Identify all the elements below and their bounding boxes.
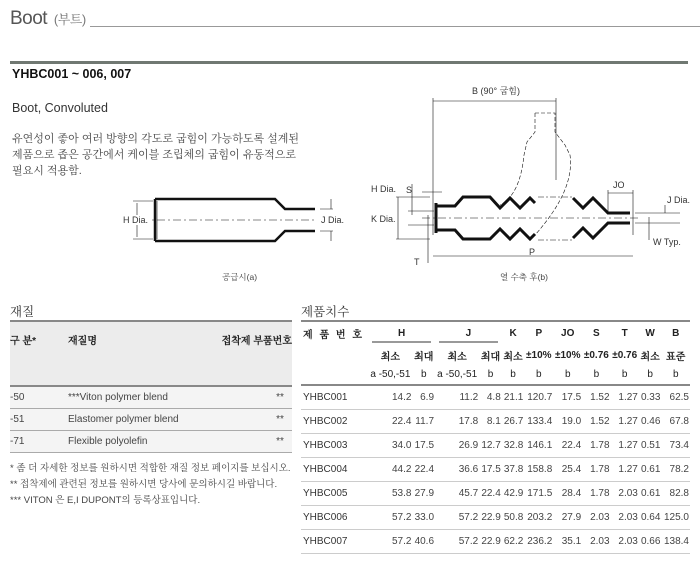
dimensions-row <box>301 433 690 457</box>
material-code: -51 <box>10 408 68 430</box>
diagram-b-j-label: J Dia. <box>667 195 690 205</box>
header-state: b <box>412 365 435 385</box>
dimension-value: 8.1 <box>479 409 502 433</box>
part-number: YHBC007 <box>301 529 368 553</box>
dimension-value: 57.2 <box>368 505 412 529</box>
header-t: T <box>621 328 628 339</box>
dimension-value: 0.51 <box>639 433 662 457</box>
dimension-value: 50.8 <box>502 505 525 529</box>
material-name: Flexible polyolefin <box>68 430 208 452</box>
dimension-value: 2.03 <box>611 505 639 529</box>
header-sub: 최대 <box>414 351 434 363</box>
dimension-value: 37.8 <box>502 457 525 481</box>
title-divider <box>90 26 700 27</box>
material-code: -50 <box>10 386 68 408</box>
dimension-value: 158.8 <box>524 457 553 481</box>
header-sub: 최대 <box>480 351 501 363</box>
dimension-value: 1.78 <box>582 481 610 505</box>
diagram-b-w-label: W Typ. <box>653 237 681 247</box>
diagram-b-p-label: P <box>529 247 536 257</box>
dimension-value: 35.1 <box>553 529 582 553</box>
header-b: B <box>672 328 680 339</box>
diagram-a-caption: 공급시(a) <box>222 272 258 282</box>
dimension-value: 40.6 <box>412 529 435 553</box>
dimension-value: 22.4 <box>368 409 412 433</box>
dimension-value: 146.1 <box>524 433 553 457</box>
dimension-value: 67.8 <box>661 409 690 433</box>
dimension-value: 17.5 <box>553 385 582 409</box>
dimension-value: 0.46 <box>639 409 662 433</box>
diagram-b-jo-label: JO <box>613 180 625 190</box>
material-adhesive: ** <box>208 386 292 408</box>
dimensions-header-row-3 <box>301 365 690 385</box>
dimension-value: 22.9 <box>479 529 502 553</box>
product-model: YHBC001 ~ 006, 007 <box>12 67 132 81</box>
dimension-value: 133.4 <box>524 409 553 433</box>
dimension-value: 32.8 <box>502 433 525 457</box>
dimension-value: 27.9 <box>412 481 435 505</box>
dimensions-header-row-2 <box>301 345 690 365</box>
dimension-value: 44.2 <box>368 457 412 481</box>
dimension-value: 22.9 <box>479 505 502 529</box>
header-s: S <box>593 328 600 339</box>
materials-notes <box>10 461 291 509</box>
dimensions-row <box>301 505 690 529</box>
diagram-b-caption: 열 수축 후(b) <box>500 272 548 282</box>
dimension-value: 17.8 <box>435 409 479 433</box>
header-k: K <box>509 328 517 339</box>
dimensions-row <box>301 457 690 481</box>
dimensions-row <box>301 385 690 409</box>
dimension-value: 73.4 <box>661 433 690 457</box>
materials-title: 재질 <box>10 305 35 319</box>
diagram-a-h-label: H Dia. <box>123 215 149 225</box>
materials-row <box>10 386 292 408</box>
header-state: b <box>639 365 662 385</box>
header-state: b <box>582 365 610 385</box>
header-blank <box>301 365 368 385</box>
dimension-value: 0.61 <box>639 481 662 505</box>
product-name: Boot, Convoluted <box>12 101 108 115</box>
part-number: YHBC004 <box>301 457 368 481</box>
diagram-b-s-label: S <box>406 185 413 195</box>
header-jo: JO <box>561 328 575 339</box>
part-number: YHBC005 <box>301 481 368 505</box>
dimension-value: 2.03 <box>582 505 610 529</box>
dimension-value: 17.5 <box>479 457 502 481</box>
dimension-value: 120.7 <box>524 385 553 409</box>
dimension-value: 17.5 <box>412 433 435 457</box>
dimension-value: 27.9 <box>553 505 582 529</box>
dimension-value: 203.2 <box>524 505 553 529</box>
header-sub: 최소 <box>380 351 401 363</box>
dimension-value: 138.4 <box>661 529 690 553</box>
diagram-b-h-label: H Dia. <box>371 184 397 194</box>
header-sub: ±0.76 <box>612 349 638 361</box>
part-number: YHBC002 <box>301 409 368 433</box>
dimension-value: 33.0 <box>412 505 435 529</box>
dimension-value: 0.64 <box>639 505 662 529</box>
note-3: *** VITON 은 E,I DUPONT의 등록상표입니다. <box>10 495 201 506</box>
part-number: YHBC001 <box>301 385 368 409</box>
dimension-value: 62.2 <box>502 529 525 553</box>
dimension-value: 1.78 <box>582 457 610 481</box>
diagram-b-k-label: K Dia. <box>371 214 396 224</box>
header-state: b <box>611 365 639 385</box>
dimension-value: 1.52 <box>582 385 610 409</box>
dimension-value: 19.0 <box>553 409 582 433</box>
dimension-value: 12.7 <box>479 433 502 457</box>
dimension-value: 36.6 <box>435 457 479 481</box>
dimension-value: 14.2 <box>368 385 412 409</box>
dimension-value: 53.8 <box>368 481 412 505</box>
part-number: YHBC006 <box>301 505 368 529</box>
page-title <box>10 8 86 30</box>
note-1: * 좀 더 자세한 정보를 원하시면 적합한 재질 정보 페이지를 보십시오. <box>10 463 291 474</box>
dimension-value: 2.03 <box>611 529 639 553</box>
note-2: ** 접착제에 관련된 정보를 원하시면 당사에 문의하시길 바랍니다. <box>10 479 278 490</box>
dimension-value: 6.9 <box>412 385 435 409</box>
header-sub: ±10% <box>526 349 552 361</box>
materials-row <box>10 430 292 452</box>
dimension-value: 22.4 <box>479 481 502 505</box>
dimensions-title: 제품치수 <box>301 305 350 319</box>
dimension-value: 11.7 <box>412 409 435 433</box>
diagram-a-j-label: J Dia. <box>321 215 345 225</box>
material-adhesive: ** <box>208 408 292 430</box>
header-state: b <box>479 365 502 385</box>
header-sub: 최소 <box>447 351 467 363</box>
title-main: Boot <box>10 8 48 29</box>
dimension-value: 57.2 <box>435 505 479 529</box>
header-p: P <box>535 328 543 339</box>
dimension-value: 57.2 <box>368 529 412 553</box>
header-sub: ±0.76 <box>583 349 609 361</box>
dimension-value: 171.5 <box>524 481 553 505</box>
dimension-value: 22.4 <box>412 457 435 481</box>
part-number: YHBC003 <box>301 433 368 457</box>
product-description: 유연성이 좋아 여러 방향의 각도로 굽힘이 가능하도록 설계된 제품으로 좁은 공간에서 케이블 조립체의 굽힘이 유동적으로 필요시 적용함. <box>12 133 300 177</box>
dimension-value: 1.27 <box>611 385 639 409</box>
material-name: Elastomer polymer blend <box>68 408 208 430</box>
dimension-value: 78.2 <box>661 457 690 481</box>
header-w: W <box>645 328 655 339</box>
dimension-value: 62.5 <box>661 385 690 409</box>
dimension-value: 0.61 <box>639 457 662 481</box>
materials-header-name: 재질명 <box>68 336 97 347</box>
header-state: b <box>524 365 553 385</box>
material-code: -71 <box>10 430 68 452</box>
header-part-number: 제 품 번 호 <box>303 330 364 341</box>
header-sub: 최소 <box>503 351 523 363</box>
header-j: J <box>435 321 502 345</box>
dimension-value: 82.8 <box>661 481 690 505</box>
dimensions-body <box>301 385 690 553</box>
materials-header-adhesive: 접착제 부품번호 <box>221 336 292 347</box>
dimension-value: 45.7 <box>435 481 479 505</box>
diagram-b-b-label: B (90° 굽힘) <box>472 86 520 96</box>
diagram-b-t-label: T <box>414 257 420 267</box>
header-h: H <box>368 321 435 345</box>
material-adhesive: ** <box>208 430 292 452</box>
dimensions-table <box>301 320 690 554</box>
header-sub: ±10% <box>554 349 581 361</box>
header-state: a -50,-51 <box>368 365 412 385</box>
header-state: a -50,-51 <box>435 365 479 385</box>
dimension-value: 57.2 <box>435 529 479 553</box>
dimension-value: 2.03 <box>582 529 610 553</box>
dimension-value: 0.66 <box>639 529 662 553</box>
dimension-value: 0.33 <box>639 385 662 409</box>
dimension-value: 1.27 <box>611 409 639 433</box>
header-blank <box>301 345 368 365</box>
materials-header-row <box>10 321 292 386</box>
dimension-value: 25.4 <box>553 457 582 481</box>
dimension-value: 2.03 <box>611 481 639 505</box>
header-sub: 최소 <box>640 351 660 363</box>
dimension-value: 34.0 <box>368 433 412 457</box>
materials-table <box>10 320 292 453</box>
diagram-shrunk <box>360 80 690 290</box>
title-sub: (부트) <box>53 12 86 27</box>
dimensions-header-row-1 <box>301 321 690 345</box>
dimension-value: 26.7 <box>502 409 525 433</box>
dimension-value: 11.2 <box>435 385 479 409</box>
dimension-value: 4.8 <box>479 385 502 409</box>
dimensions-row <box>301 481 690 505</box>
dimension-value: 125.0 <box>661 505 690 529</box>
materials-header-code: 구 분* <box>10 336 36 347</box>
dimension-value: 1.78 <box>582 433 610 457</box>
dimension-value: 1.27 <box>611 433 639 457</box>
section-divider <box>10 61 688 64</box>
dimension-value: 28.4 <box>553 481 582 505</box>
dimensions-row <box>301 529 690 553</box>
dimension-value: 21.1 <box>502 385 525 409</box>
header-state: b <box>502 365 525 385</box>
header-state: b <box>553 365 582 385</box>
header-sub: 표준 <box>666 351 686 363</box>
dimension-value: 236.2 <box>524 529 553 553</box>
dimensions-row <box>301 409 690 433</box>
header-state: b <box>661 365 690 385</box>
dimension-value: 26.9 <box>435 433 479 457</box>
materials-row <box>10 408 292 430</box>
material-name: ***Viton polymer blend <box>68 386 208 408</box>
dimension-value: 22.4 <box>553 433 582 457</box>
dimension-value: 1.52 <box>582 409 610 433</box>
dimension-value: 42.9 <box>502 481 525 505</box>
dimension-value: 1.27 <box>611 457 639 481</box>
